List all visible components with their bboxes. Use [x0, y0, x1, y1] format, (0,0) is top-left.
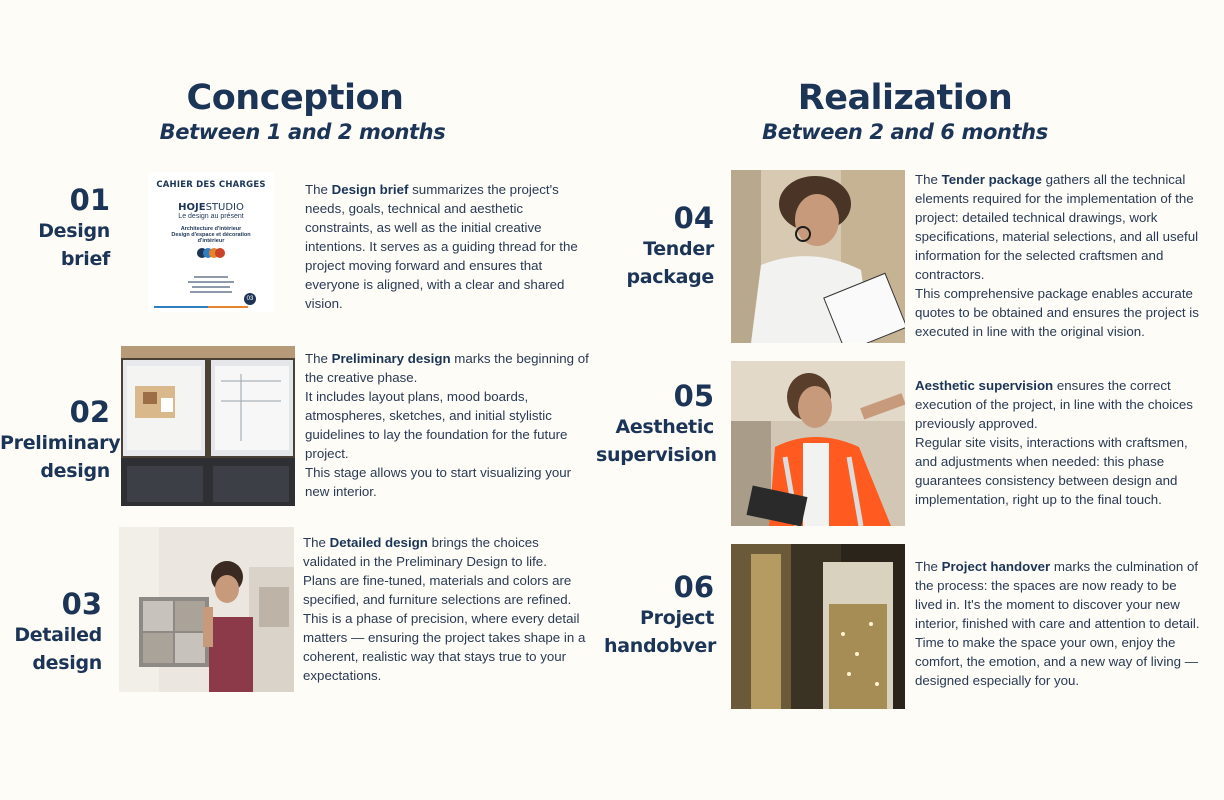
project-handover-photo [731, 544, 905, 709]
step-number: 04 [673, 201, 714, 235]
step-04-label [612, 201, 714, 291]
step-number: 03 [61, 587, 102, 621]
step-06-description: The Project handover marks the culmination of the process: the spaces are now ready to be lived in. It's the moment to discover your new interior, finished with care and attention to detail. Time to make the space your own, enjoy the comfort, the emotion, and a new way of living — designed especially for you. [915, 559, 1200, 688]
doc-brand-light: STUDIO [205, 202, 244, 213]
step-01-keyword: Design brief [331, 182, 409, 197]
doc-line-3: d'intérieur [197, 238, 225, 244]
step-05-label [596, 379, 717, 469]
doc-brand-bold: HOJE [178, 202, 206, 213]
detailed-design-photo [119, 527, 294, 692]
step-name: Preliminary design [0, 432, 121, 482]
champagne-glasses-image-icon [731, 544, 905, 709]
step-name: Detailed design [14, 624, 102, 674]
doc-line-2: Design d'espace et décoration [171, 232, 251, 238]
step-02-description: The Preliminary design marks the beginning of the creative phase. It includes layout plans, mood boards, atmospheres, sketches, and initial stylistic guidelines to lay the foundation for the future project. This stage allows you to start visualizing your new interior. [305, 351, 589, 499]
doc-title: CAHIER DES CHARGES [156, 180, 266, 190]
conception-title: Conception [186, 78, 404, 118]
step-number: 01 [69, 183, 110, 217]
step-06-label [604, 570, 717, 660]
color-swatch-icon [148, 246, 274, 260]
aesthetic-supervision-photo [731, 361, 905, 526]
step-number: 02 [69, 395, 110, 429]
doc-footer-rule [148, 306, 274, 310]
contact-lines-icon [148, 274, 274, 296]
step-03-label [10, 587, 102, 677]
step-name: Project handobver [604, 607, 717, 657]
tender-package-photo [731, 170, 905, 343]
step-name: Aesthetic supervision [596, 416, 717, 466]
realization-title: Realization [797, 78, 1013, 118]
step-04-keyword: Tender package [941, 172, 1042, 187]
laptops-image-icon [121, 346, 295, 506]
preliminary-design-photo [121, 346, 295, 506]
conception-subtitle: Between 1 and 2 months [159, 120, 446, 144]
realization-subtitle: Between 2 and 6 months [762, 120, 1048, 144]
woman-reviewing-documents-image-icon [731, 170, 905, 343]
tile-sample-image-icon [119, 527, 294, 692]
step-02-keyword: Preliminary design [331, 351, 451, 366]
step-02-label [0, 395, 121, 485]
step-01-label [20, 183, 110, 273]
step-01-description: The Design brief summarizes the project's needs, goals, technical and aesthetic constraints, as well as the initial creative intentions. It serves as a guiding thread for the project moving forward and ensures that everyone is aligned, with a clear and shared vision. [305, 182, 578, 311]
doc-line-1: Architecture d'intérieur [180, 226, 242, 232]
step-number: 05 [673, 379, 714, 413]
doc-tagline: Le design au présent [178, 213, 244, 220]
step-number: 06 [673, 570, 714, 604]
step-06-keyword: Project handover [941, 559, 1051, 574]
step-03-keyword: Detailed design [329, 535, 428, 550]
step-05-description: Aesthetic supervision ensures the correct execution of the project, in line with the choices previously approved. Regular site visits, interactions with craftsmen, and adjustments when needed: this phase guarantees consistency between design and implementation, right up to the final touch. [915, 378, 1193, 507]
step-name: Tender package [626, 238, 714, 288]
doc-footer-badge: 03 [244, 293, 256, 305]
step-name: Design brief [38, 220, 110, 270]
step-03-description: The Detailed design brings the choices validated in the Preliminary Design to life. Plans are fine-tuned, materials and colors are specified, and furniture selections are refined. This is a phase of precision, where every detail matters — ensuring the project takes shape in a coherent, realistic way that stays true to your expectations. [303, 535, 586, 683]
step-05-keyword: Aesthetic supervision [915, 378, 1054, 393]
step-04-description: The Tender package gathers all the technical elements required for the implementation of the project: detailed technical drawings, work specifications, material selections, and all useful information for the selected craftsmen and contractors. This comprehensive package enables accurate quotes to be obtained and ensures the project is executed in line with the original vision. [915, 172, 1199, 339]
woman-on-site-image-icon [731, 361, 905, 526]
doc-brand [148, 202, 274, 213]
design-brief-document-thumbnail [148, 172, 274, 312]
